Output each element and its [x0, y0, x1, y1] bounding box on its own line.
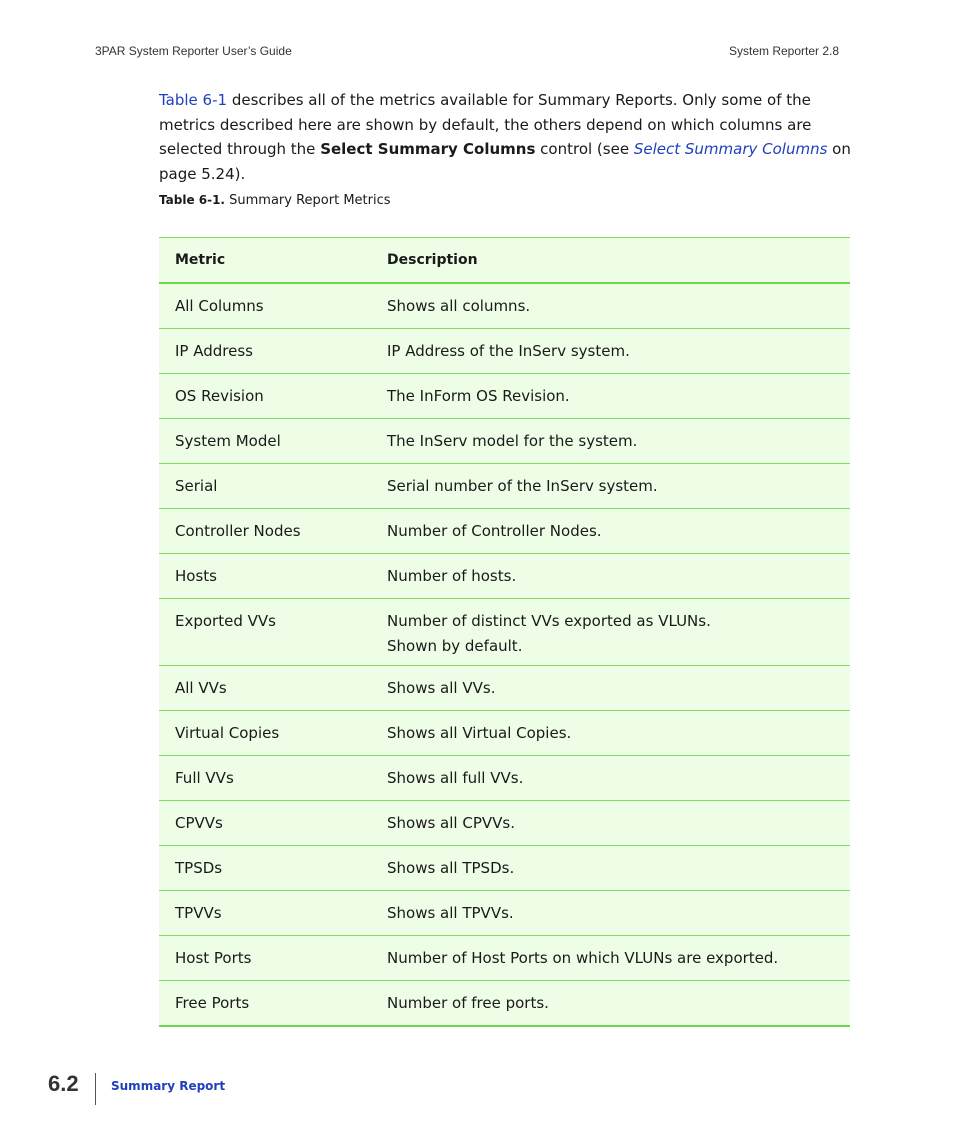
metric-cell: Free Ports — [159, 981, 387, 1027]
description-cell — [387, 509, 850, 554]
description-text: Number of distinct VVs exported as VLUNs. — [387, 612, 711, 630]
metric-cell: All VVs — [159, 666, 387, 711]
column-header-description: Description — [387, 238, 850, 284]
description-cell — [387, 756, 850, 801]
intro-text-1: describes all of the metrics available for Summary Reports. Only some of the metrics described here are shown by default, the others depend on which columns are selected through the — [159, 91, 812, 158]
section-reference-link[interactable]: Select Summary Columns — [633, 140, 828, 158]
description-text: The InForm OS Revision. — [387, 387, 570, 405]
table-caption — [159, 193, 391, 208]
description-cell — [387, 936, 850, 981]
summary-metrics-table — [159, 237, 850, 1027]
running-header-title: 3PAR System Reporter User’s Guide — [95, 44, 292, 58]
description-cell — [387, 846, 850, 891]
running-header-version: System Reporter 2.8 — [729, 44, 840, 58]
metric-cell: Controller Nodes — [159, 509, 387, 554]
description-cell — [387, 554, 850, 599]
control-name: Select Summary Columns — [320, 140, 536, 158]
metric-cell: System Model — [159, 419, 387, 464]
description-cell — [387, 419, 850, 464]
metric-cell: Exported VVs — [159, 599, 387, 666]
description-cell — [387, 374, 850, 419]
metric-cell: IP Address — [159, 329, 387, 374]
intro-text-3: on page 5.24). — [159, 140, 851, 183]
description-note: Shown by default. — [387, 637, 523, 655]
description-cell — [387, 891, 850, 936]
description-cell — [387, 711, 850, 756]
description-cell — [387, 464, 850, 509]
table-caption-number: Table 6-1. — [159, 193, 225, 207]
footer-section-label: Summary Report — [111, 1079, 226, 1093]
table-row — [159, 329, 850, 374]
table-row — [159, 981, 850, 1027]
metric-cell: Host Ports — [159, 936, 387, 981]
table-row — [159, 801, 850, 846]
metric-cell: Full VVs — [159, 756, 387, 801]
metric-cell: CPVVs — [159, 801, 387, 846]
footer-divider — [95, 1073, 96, 1105]
description-text: IP Address of the InServ system. — [387, 342, 630, 360]
metric-cell: OS Revision — [159, 374, 387, 419]
description-text: Shows all VVs. — [387, 679, 496, 697]
table-row — [159, 666, 850, 711]
intro-text-2: control (see — [535, 140, 634, 158]
table-row — [159, 891, 850, 936]
table-row — [159, 711, 850, 756]
table-row — [159, 509, 850, 554]
description-text: Shows all CPVVs. — [387, 814, 515, 832]
description-cell — [387, 283, 850, 329]
metric-cell: TPVVs — [159, 891, 387, 936]
description-text: Shows all TPSDs. — [387, 859, 515, 877]
column-header-metric: Metric — [159, 238, 387, 284]
metric-cell: Serial — [159, 464, 387, 509]
table-row — [159, 554, 850, 599]
description-text: Shows all TPVVs. — [387, 904, 514, 922]
table-row — [159, 283, 850, 329]
table-row — [159, 464, 850, 509]
table-row — [159, 599, 850, 666]
intro-paragraph — [159, 88, 859, 186]
description-text: The InServ model for the system. — [387, 432, 638, 450]
table-row — [159, 936, 850, 981]
description-text: Serial number of the InServ system. — [387, 477, 658, 495]
table-row — [159, 846, 850, 891]
page-number: 6.2 — [48, 1071, 79, 1096]
description-text: Number of Host Ports on which VLUNs are exported. — [387, 949, 779, 967]
description-text: Shows all Virtual Copies. — [387, 724, 572, 742]
description-text: Shows all columns. — [387, 297, 531, 315]
metric-cell: All Columns — [159, 283, 387, 329]
description-text: Number of Controller Nodes. — [387, 522, 602, 540]
description-text: Shows all full VVs. — [387, 769, 524, 787]
table-caption-title: Summary Report Metrics — [229, 193, 391, 208]
table-row — [159, 374, 850, 419]
description-cell — [387, 981, 850, 1027]
description-cell — [387, 329, 850, 374]
table-header-row — [159, 238, 850, 284]
metric-cell: Virtual Copies — [159, 711, 387, 756]
description-cell — [387, 666, 850, 711]
table-row — [159, 756, 850, 801]
metric-cell: TPSDs — [159, 846, 387, 891]
description-text: Number of hosts. — [387, 567, 517, 585]
description-cell — [387, 599, 850, 666]
table-body — [159, 283, 850, 1026]
table-row — [159, 419, 850, 464]
description-cell — [387, 801, 850, 846]
description-text: Number of free ports. — [387, 994, 549, 1012]
table-reference-link[interactable]: Table 6-1 — [159, 91, 228, 109]
metric-cell: Hosts — [159, 554, 387, 599]
